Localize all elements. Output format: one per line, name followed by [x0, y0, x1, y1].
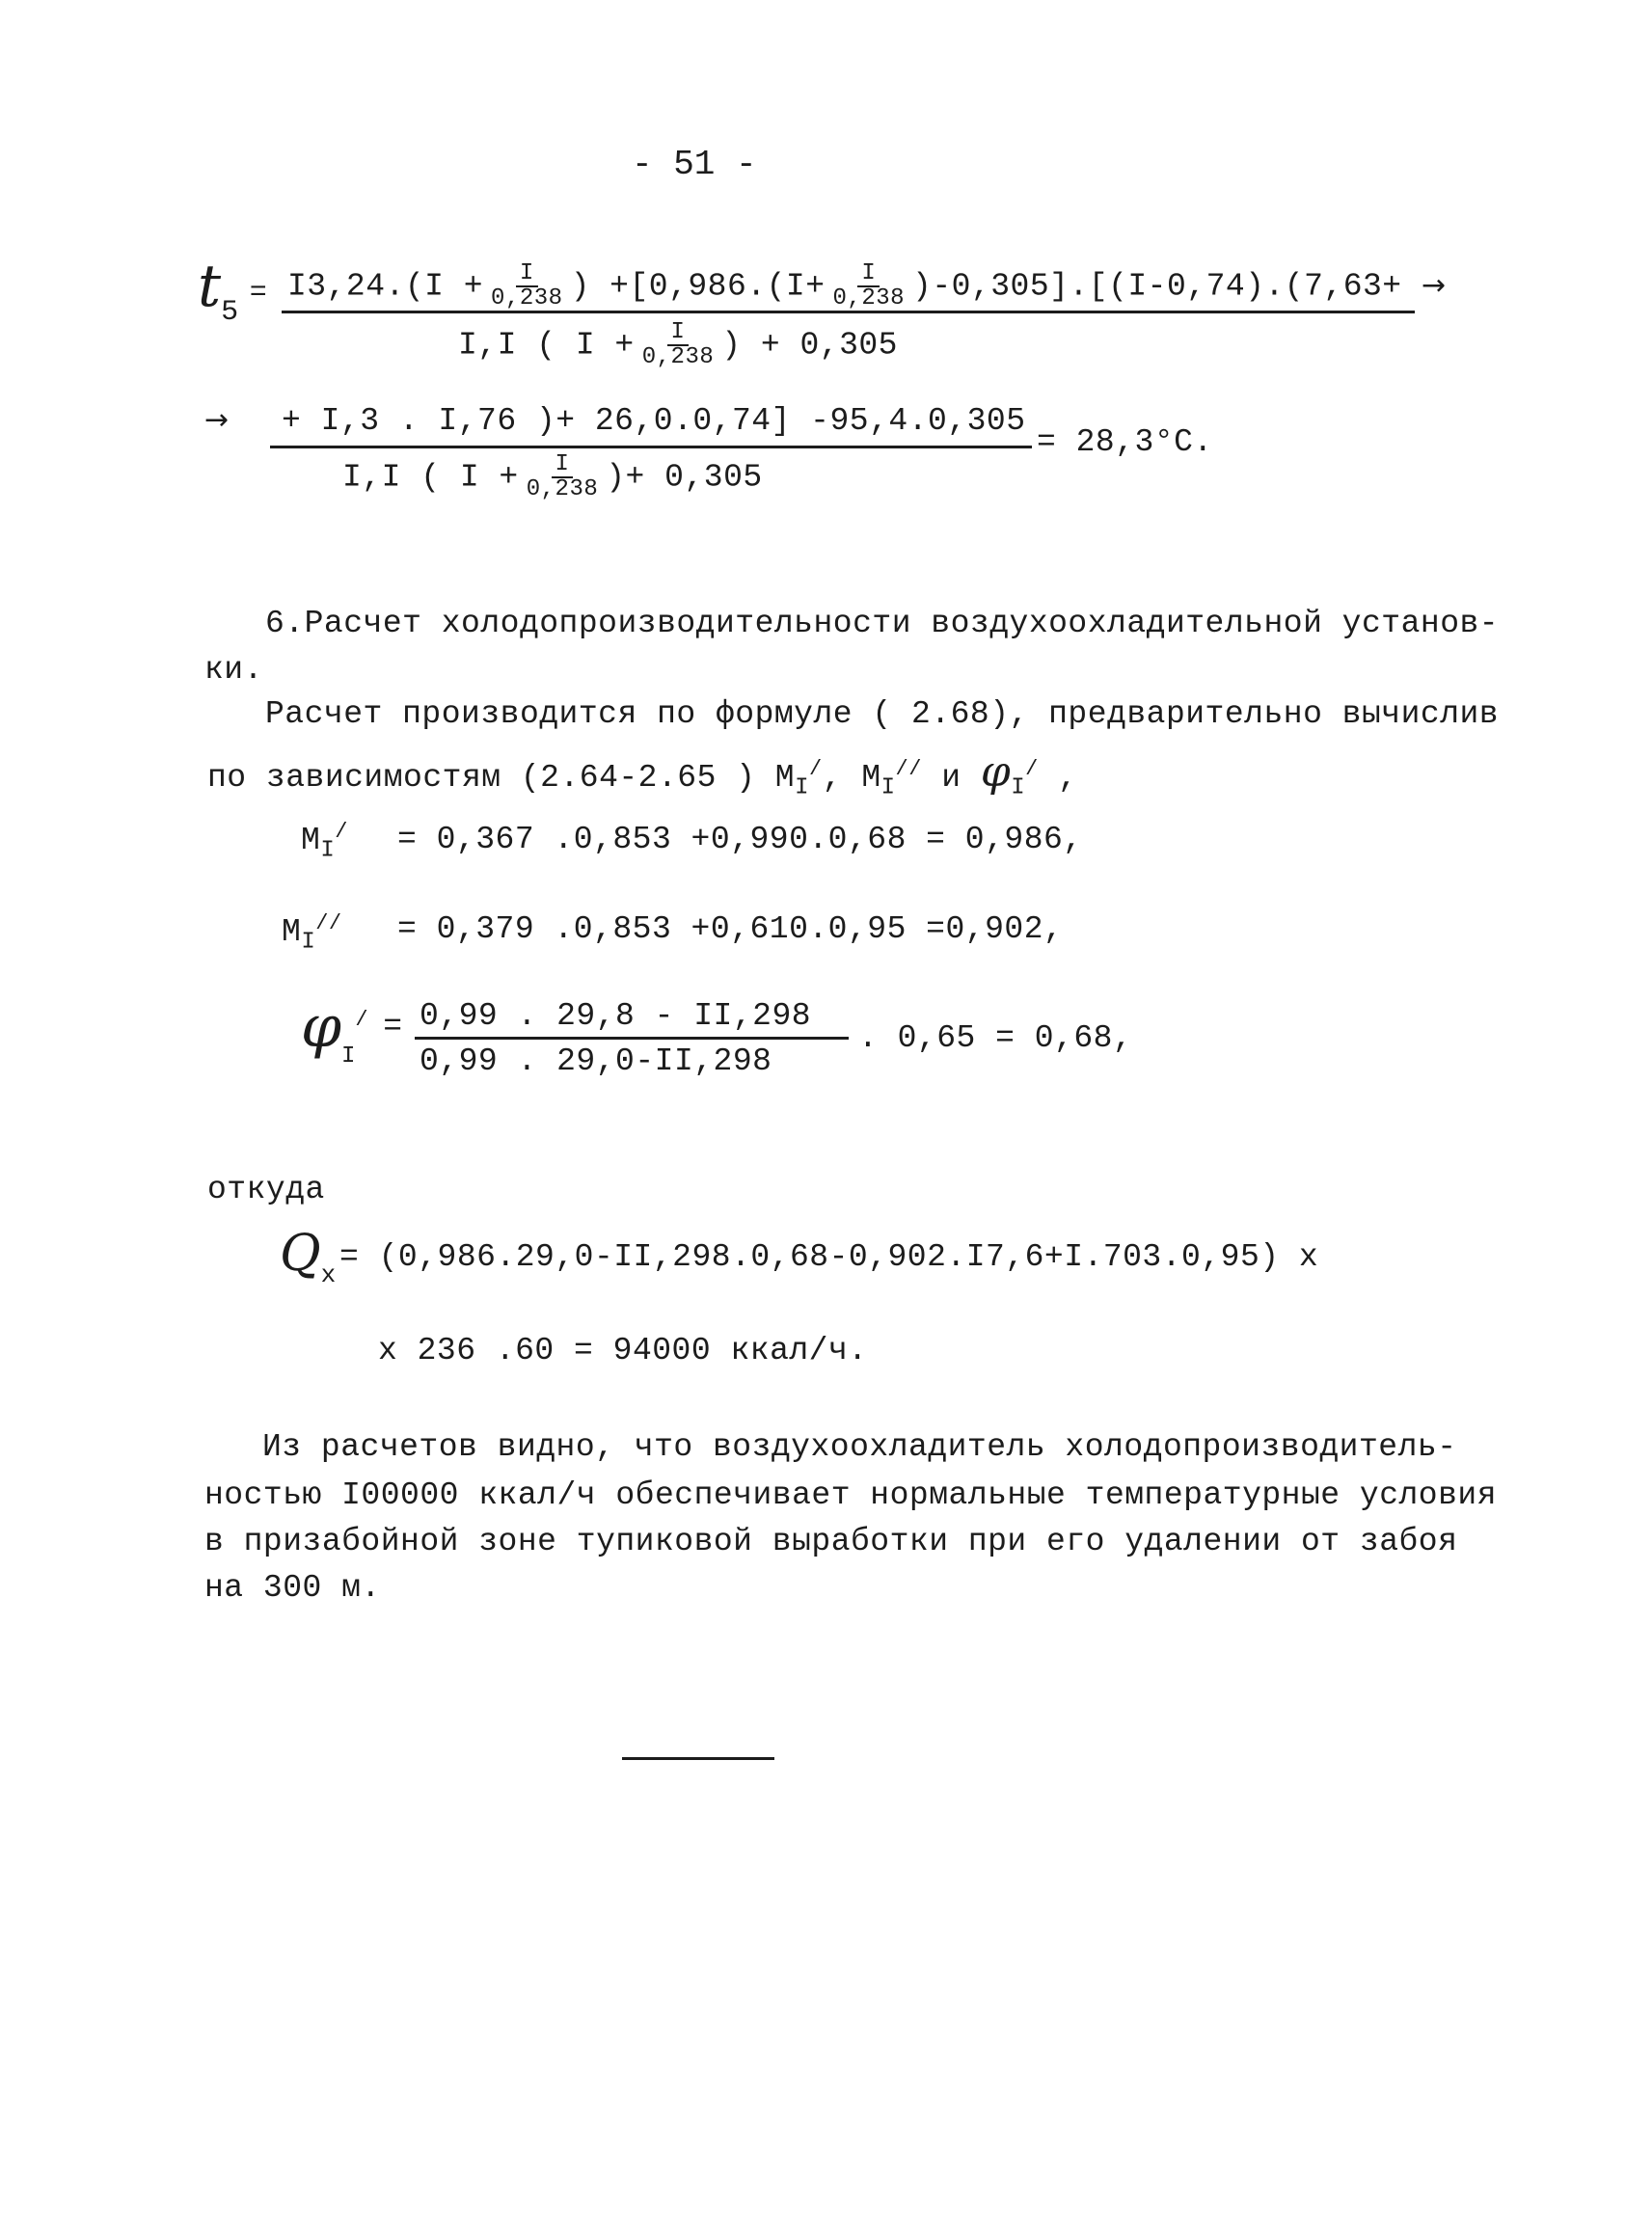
conclusion-line2: ностью I00000 ккал/ч обеспечивает нормальные температурные условия — [204, 1477, 1498, 1513]
t5-result: = 28,3°C. — [1037, 424, 1213, 460]
eq-phi-lhs: φI/ = — [301, 993, 403, 1070]
continuation-arrow-icon: → — [204, 403, 230, 437]
fraction: $\frac{I}{0,238}$ — [526, 451, 599, 502]
otkuda-label: откуда — [207, 1172, 325, 1207]
t5-line1-denominator: I,I ( I + $\frac{I}{0,238}$ ) + 0,305 — [458, 319, 898, 370]
end-divider — [622, 1757, 774, 1760]
eq-q-line1: = (0,986.29,0-II,298.0,68-0,902.I7,6+I.703.0,95) x — [339, 1239, 1319, 1275]
section6-paragraph-line2: по зависимостям (2.64-2.65 ) $M_I^/$, $M_I^{//}$ и $\varphi_I^/$ , — [207, 747, 1078, 801]
conclusion-line3: в призабойной зоне тупиковой выработки при его удалении от забоя — [204, 1524, 1458, 1559]
t5-line2-denominator: I,I ( I + $\frac{I}{0,238}$ )+ 0,305 — [342, 451, 763, 502]
conclusion-line1: Из расчетов видно, что воздухоохладитель холодопроизводитель- — [262, 1429, 1457, 1465]
fraction: $\frac{I}{0,238}$ — [832, 260, 906, 311]
eq-phi-fraction-bar — [415, 1037, 849, 1040]
t5-symbol: t5 = — [198, 253, 267, 329]
eq-m2-rhs: = 0,379 .0,853 +0,610.0,95 =0,902, — [397, 911, 1064, 947]
eq-m1-lhs: $M_I^/$ — [301, 820, 348, 864]
conclusion-line4: на 300 м. — [204, 1570, 381, 1606]
eq-phi-tail: . 0,65 = 0,68, — [858, 1020, 1133, 1056]
eq-q-line2: x 236 .60 = 94000 ккал/ч. — [378, 1333, 868, 1368]
eq-phi-denominator: 0,99 . 29,0-II,298 — [420, 1043, 772, 1079]
section6-heading-cont: ки. — [204, 652, 263, 688]
section6-paragraph-line1: Расчет производится по формуле ( 2.68), предварительно вычислив — [265, 696, 1500, 732]
eq-m2-lhs: $M_I^{//}$ — [282, 911, 342, 956]
t5-line1-fraction-bar — [282, 311, 1415, 313]
section6-heading: 6.Расчет холодопроизводительности воздухоохладительной установ- — [265, 606, 1500, 641]
fraction: $\frac{I}{0,238}$ — [641, 319, 715, 370]
eq-phi-numerator: 0,99 . 29,8 - II,298 — [420, 998, 812, 1034]
t5-line2-numerator: + I,3 . I,76 )+ 26,0.0,74] -95,4.0,305 — [282, 403, 1026, 439]
page-number: - 51 - — [632, 145, 757, 184]
continuation-arrow-icon: → — [1421, 268, 1447, 303]
eq-q-lhs: Qx — [280, 1225, 337, 1289]
eq-m1-rhs: = 0,367 .0,853 +0,990.0,68 = 0,986, — [397, 822, 1083, 857]
t5-line2-fraction-bar — [270, 446, 1032, 448]
t5-line1-numerator: I3,24.(I + $\frac{I}{0,238}$ ) +[0,986.(I+ $\frac{I}{0,238}$ )-0,305].[(I-0,74).(7,63+ → — [287, 260, 1447, 311]
fraction: $\frac{I}{0,238}$ — [491, 260, 563, 311]
